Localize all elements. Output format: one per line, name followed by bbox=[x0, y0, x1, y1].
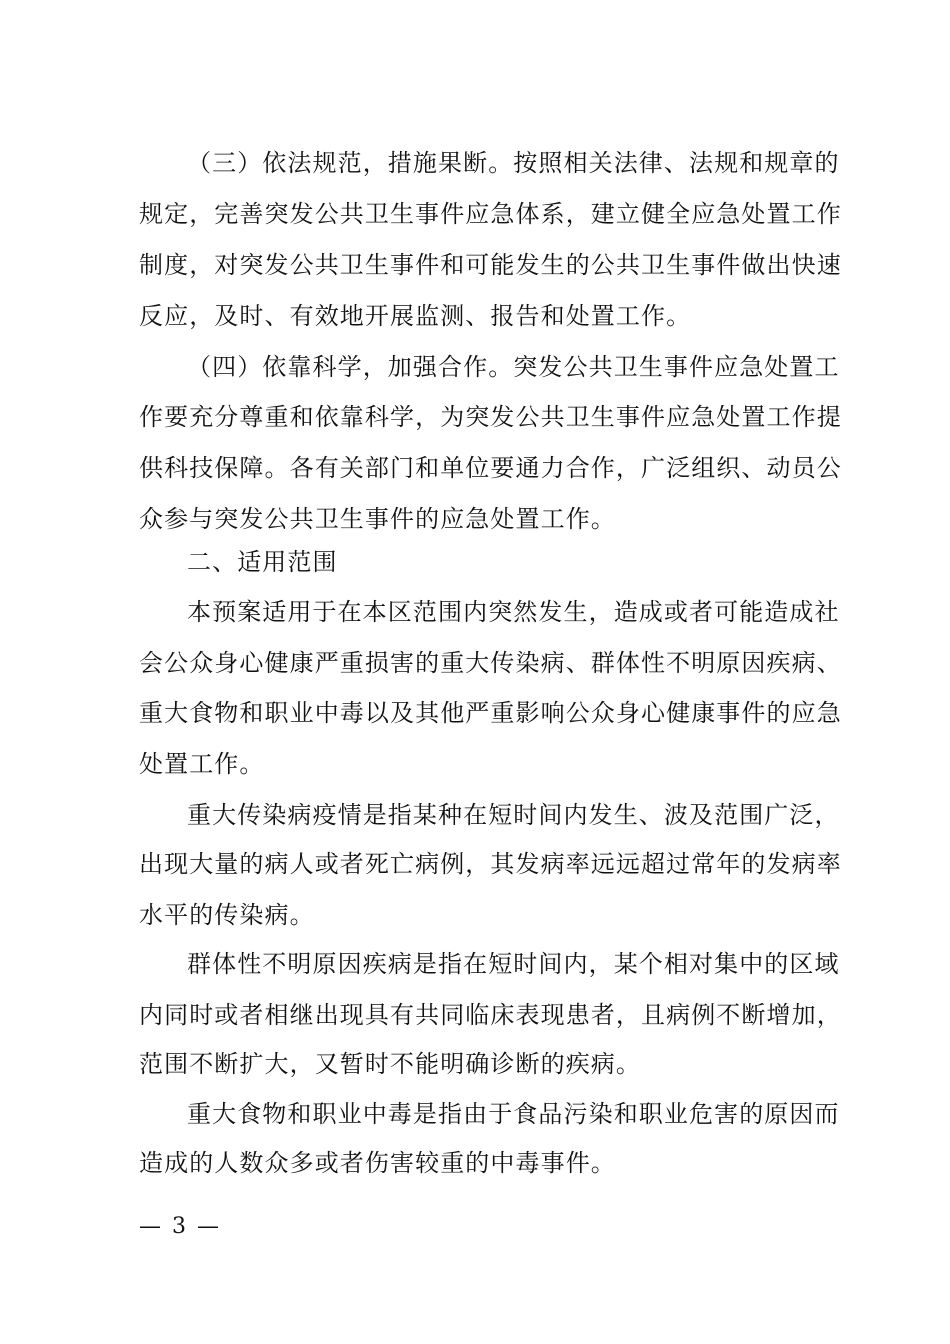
text-line: 水平的传染病。 bbox=[139, 901, 315, 929]
text-line: 供科技保障。各有关部门和单位要通力合作，广泛组织、动员公 bbox=[139, 454, 842, 482]
text-line: 作要充分尊重和依靠科学，为突发公共卫生事件应急处置工作提 bbox=[139, 403, 842, 431]
section-heading: 二、适用范围 bbox=[187, 548, 338, 576]
text-line: 造成的人数众多或者伤害较重的中毒事件。 bbox=[139, 1149, 616, 1177]
text-line: （三）依法规范，措施果断。按照相关法律、法规和规章的 bbox=[187, 149, 840, 177]
text-line: 内同时或者相继出现具有共同临床表现患者，且病例不断增加， bbox=[139, 1001, 842, 1029]
text-line: 会公众身心健康严重损害的重大传染病、群体性不明原因疾病、 bbox=[139, 649, 842, 677]
text-line: 反应，及时、有效地开展监测、报告和处置工作。 bbox=[139, 302, 692, 330]
text-line: （四）依靠科学，加强合作。突发公共卫生事件应急处置工 bbox=[187, 353, 840, 381]
text-line: 规定，完善突发公共卫生事件应急体系，建立健全应急处置工作 bbox=[139, 200, 842, 228]
text-line: 处置工作。 bbox=[139, 750, 265, 778]
text-line: 出现大量的病人或者死亡病例，其发病率远远超过常年的发病率 bbox=[139, 850, 842, 878]
text-line: 众参与突发公共卫生事件的应急处置工作。 bbox=[139, 505, 616, 533]
text-line: 本预案适用于在本区范围内突然发生，造成或者可能造成社 bbox=[187, 598, 840, 626]
text-line: 重大食物和职业中毒以及其他严重影响公众身心健康事件的应急 bbox=[139, 699, 842, 727]
text-line: 重大食物和职业中毒是指由于食品污染和职业危害的原因而 bbox=[187, 1100, 840, 1128]
text-line: 群体性不明原因疾病是指在短时间内，某个相对集中的区域 bbox=[187, 950, 840, 978]
text-line: 范围不断扩大，又暂时不能明确诊断的疾病。 bbox=[139, 1050, 641, 1078]
text-line: 制度，对突发公共卫生事件和可能发生的公共卫生事件做出快速 bbox=[139, 251, 842, 279]
text-line: 重大传染病疫情是指某种在短时间内发生、波及范围广泛， bbox=[187, 801, 840, 829]
page-number: — 3 — bbox=[139, 1214, 221, 1239]
